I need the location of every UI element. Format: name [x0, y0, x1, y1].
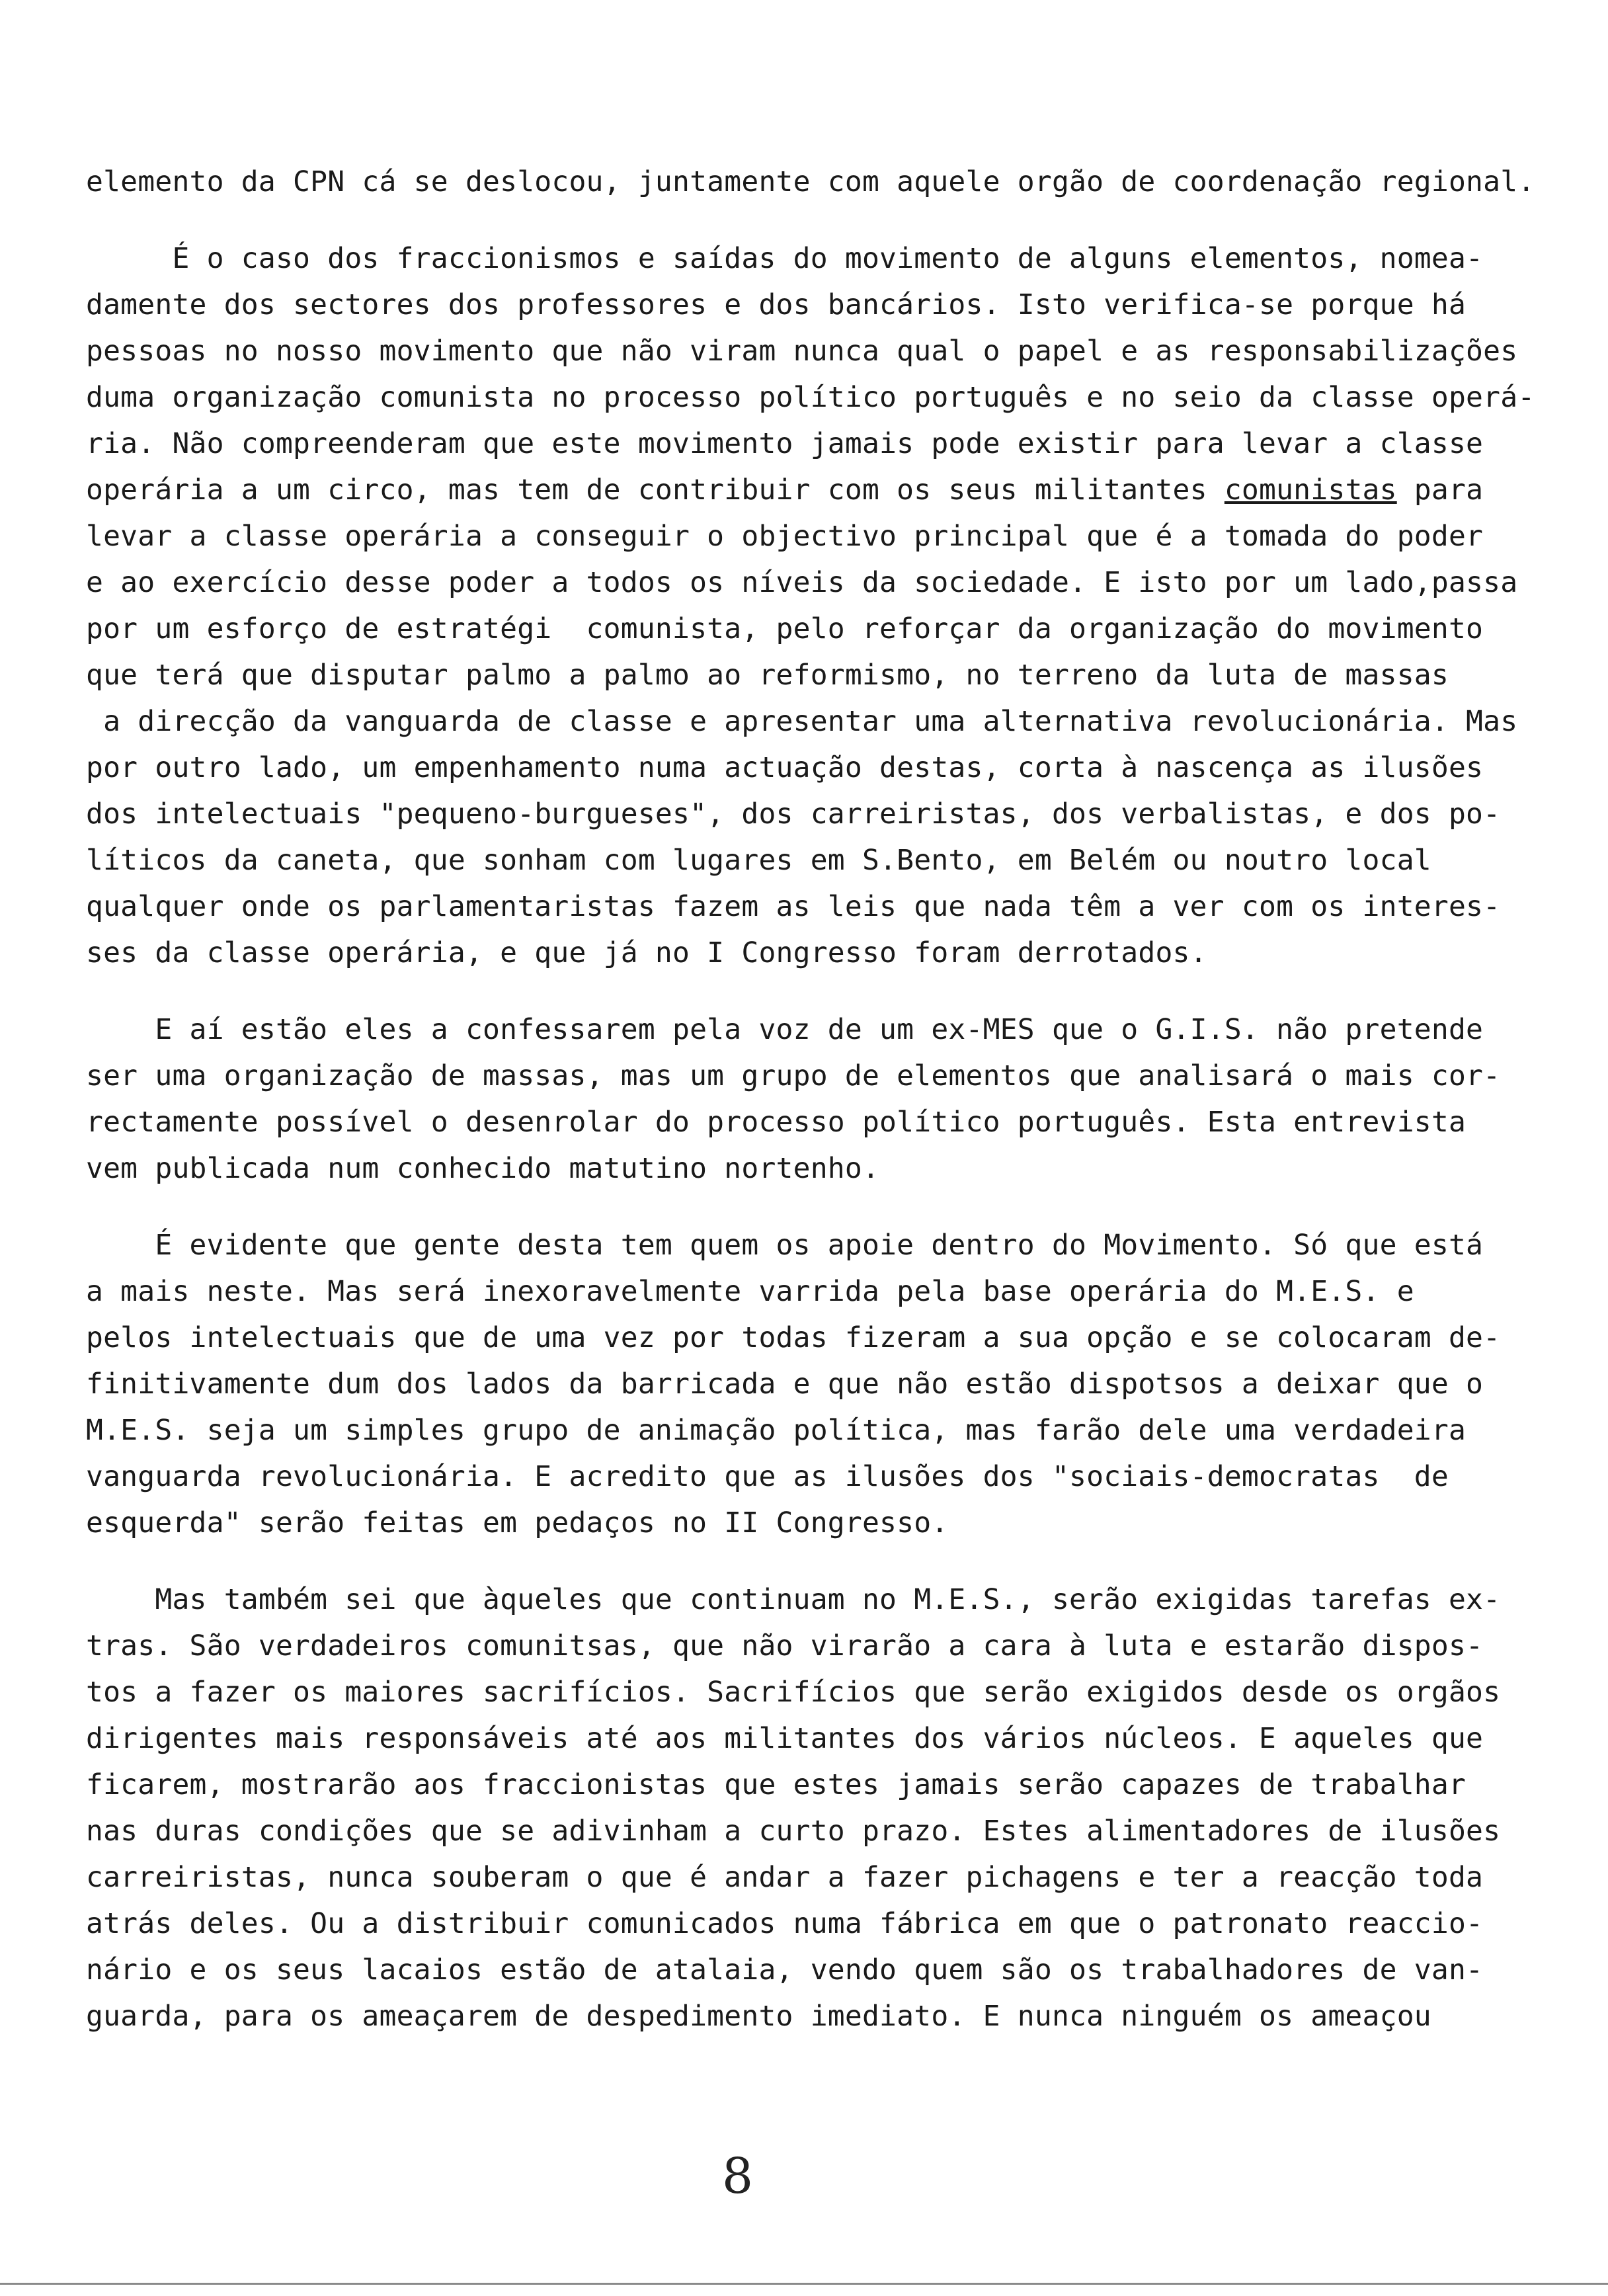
- underlined-word: comunistas: [1224, 473, 1397, 507]
- text-line: pelos intelectuais que de uma vez por todas fizeram a sua opção e se colocaram de-: [86, 1321, 1501, 1354]
- text-line: E aí estão eles a confessarem pela voz de um ex-MES que o G.I.S. não pretende: [86, 1013, 1484, 1046]
- text-line: duma organização comunista no processo político português e no seio da classe operá-: [86, 381, 1535, 414]
- text-line: guarda, para os ameaçarem de despedimento imediato. E nunca ninguém os ameaçou: [86, 2000, 1431, 2033]
- text-line: ria. Não compreenderam que este movimento jamais pode existir para levar a classe: [86, 427, 1484, 460]
- text-line: nas duras condições que se adivinham a curto prazo. Estes alimentadores de ilusões: [86, 1815, 1501, 1848]
- text-line: carreiristas, nunca souberam o que é andar a fazer pichagens e ter a reacção toda: [86, 1861, 1484, 1894]
- body-text: [86, 159, 1535, 2039]
- text-line: líticos da caneta, que sonham com lugares em S.Bento, em Belém ou noutro local: [86, 844, 1431, 877]
- text-line: É o caso dos fraccionismos e saídas do movimento de alguns elementos, nomea-: [86, 242, 1484, 275]
- text-line: É evidente que gente desta tem quem os apoie dentro do Movimento. Só que está: [86, 1229, 1484, 1262]
- text-line: esquerda" serão feitas em pedaços no II Congresso.: [86, 1506, 949, 1539]
- text-line: por um esforço de estratégi comunista, pelo reforçar da organização do movimento: [86, 612, 1484, 645]
- text-line: M.E.S. seja um simples grupo de animação política, mas farão dele uma verdadeira: [86, 1414, 1467, 1447]
- text-line: ficarem, mostrarão aos fraccionistas que estes jamais serão capazes de trabalhar: [86, 1768, 1467, 1801]
- page-number: 8: [722, 2148, 754, 2205]
- text-line: damente dos sectores dos professores e dos bancários. Isto verifica-se porque há: [86, 288, 1467, 321]
- text-line: vanguarda revolucionária. E acredito que as ilusões dos "sociais-democratas de: [86, 1460, 1449, 1493]
- bottom-scan-edge: [0, 2283, 1608, 2285]
- text-line: a mais neste. Mas será inexoravelmente varrida pela base operária do M.E.S. e: [86, 1275, 1414, 1308]
- text-line: tos a fazer os maiores sacrifícios. Sacrifícios que serão exigidos desde os orgãos: [86, 1676, 1501, 1709]
- text-line: qualquer onde os parlamentaristas fazem as leis que nada têm a ver com os interes-: [86, 890, 1501, 923]
- text-line: tras. São verdadeiros comunitsas, que não virarão a cara à luta e estarão dispos-: [86, 1629, 1484, 1662]
- text-line: ser uma organização de massas, mas um grupo de elementos que analisará o mais cor-: [86, 1059, 1501, 1092]
- paragraph-gap: [86, 976, 1468, 1006]
- text-line: levar a classe operária a conseguir o objectivo principal que é a tomada do poder: [86, 520, 1484, 553]
- paragraph-gap: [86, 1546, 1468, 1577]
- text-line: rectamente possível o desenrolar do processo político português. Esta entrevista: [86, 1106, 1467, 1139]
- text-line: por outro lado, um empenhamento numa actuação destas, corta à nascença as ilusões: [86, 751, 1484, 784]
- text-line: ses da classe operária, e que já no I Congresso foram derrotados.: [86, 936, 1207, 969]
- text-line: e ao exercício desse poder a todos os níveis da sociedade. E isto por um lado,passa: [86, 566, 1518, 599]
- text-line: operária a um circo, mas tem de contribuir com os seus militantes comunistas para: [86, 473, 1484, 507]
- text-line: que terá que disputar palmo a palmo ao reformismo, no terreno da luta de massas: [86, 659, 1449, 692]
- text-line: atrás deles. Ou a distribuir comunicados numa fábrica em que o patronato reaccio-: [86, 1907, 1484, 1940]
- text-line: dirigentes mais responsáveis até aos militantes dos vários núcleos. E aqueles que: [86, 1722, 1484, 1755]
- text-line: vem publicada num conhecido matutino nortenho.: [86, 1152, 880, 1185]
- paragraph-gap: [86, 1192, 1468, 1222]
- text-line: finitivamente dum dos lados da barricada e que não estão dispotsos a deixar que o: [86, 1368, 1484, 1401]
- text-line: nário e os seus lacaios estão de atalaia, vendo quem são os trabalhadores de van-: [86, 1953, 1484, 1987]
- paragraph-gap: [86, 205, 1468, 235]
- text-line: a direcção da vanguarda de classe e apresentar uma alternativa revolucionária. Mas: [86, 705, 1518, 738]
- text-line: Mas também sei que àqueles que continuam no M.E.S., serão exigidas tarefas ex-: [86, 1583, 1501, 1616]
- text-line: pessoas no nosso movimento que não viram nunca qual o papel e as responsabilizações: [86, 335, 1518, 368]
- text-line: dos intelectuais "pequeno-burgueses", dos carreiristas, dos verbalistas, e dos po-: [86, 798, 1501, 831]
- text-line: elemento da CPN cá se deslocou, juntamente com aquele orgão de coordenação regional.: [86, 165, 1535, 198]
